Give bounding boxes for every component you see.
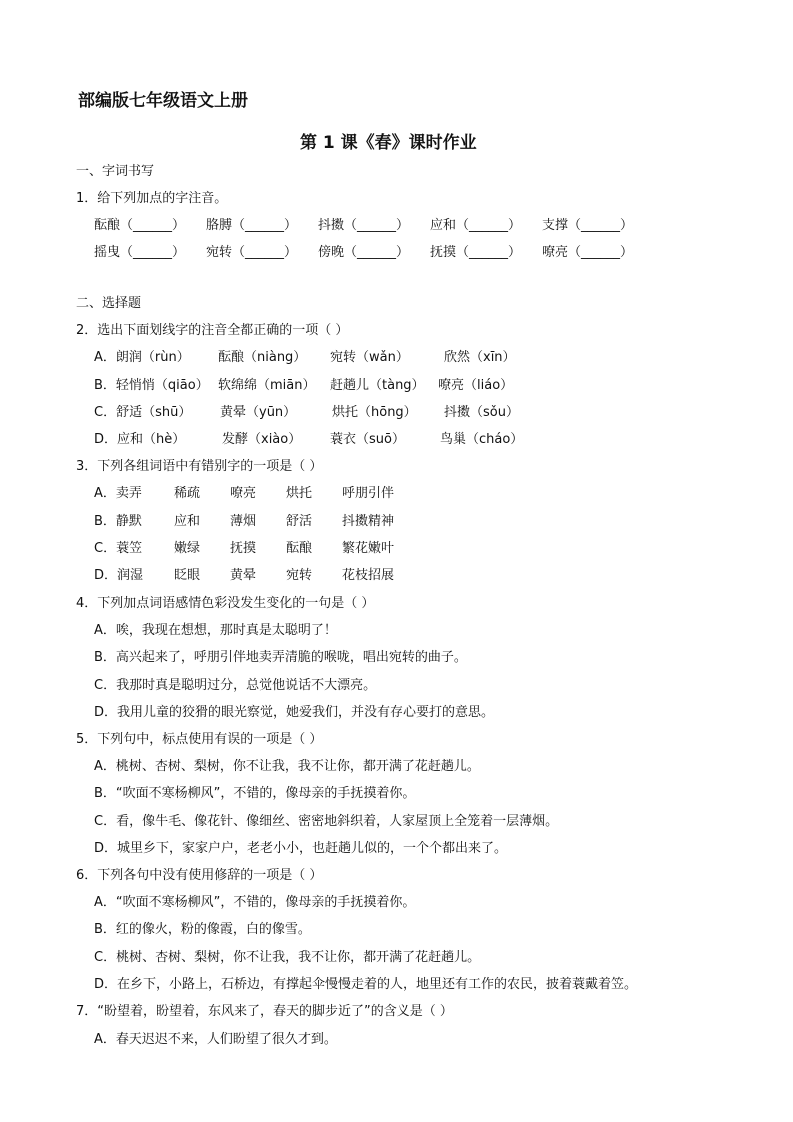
pinyin-blank[interactable]: 傍晚（______） bbox=[318, 245, 410, 260]
question-5-option-c[interactable]: C．看，像牛毛、像花针、像细丝、密密地斜织着，人家屋顶上全笼着一层薄烟。 bbox=[94, 814, 559, 829]
option-item: 舒活 bbox=[286, 514, 313, 529]
option-item: 宛转（wǎn） bbox=[330, 350, 409, 365]
option-item: 抖擞精神 bbox=[342, 514, 395, 529]
option-item: 繁花嫩叶 bbox=[342, 541, 395, 556]
pinyin-blank[interactable]: 宛转（______） bbox=[206, 245, 298, 260]
page-title: 第 1 课《春》课时作业 bbox=[300, 133, 477, 153]
option-item: 黄晕（yūn） bbox=[220, 405, 297, 420]
question-5-option-d[interactable]: D．城里乡下，家家户户，老老小小，也赶趟儿似的，一个个都出来了。 bbox=[94, 841, 508, 856]
option-item: 花枝招展 bbox=[342, 568, 395, 583]
question-3-stem: 3．下列各组词语中有错别字的一项是（ ） bbox=[76, 459, 323, 474]
option-item: 发酵（xiào） bbox=[222, 432, 302, 447]
option-item: C．蓑笠 bbox=[94, 541, 143, 556]
question-5-stem: 5．下列句中，标点使用有误的一项是（ ） bbox=[76, 732, 323, 747]
option-item: 薄烟 bbox=[230, 514, 257, 529]
question-6-stem: 6．下列各句中没有使用修辞的一项是（ ） bbox=[76, 868, 323, 883]
question-4-option-a[interactable]: A．唉，我现在想想，那时真是太聪明了！ bbox=[94, 623, 337, 638]
option-item: B．轻悄悄（qiāo） bbox=[94, 378, 209, 393]
option-item: 欣然（xīn） bbox=[444, 350, 516, 365]
option-item: 抚摸 bbox=[230, 541, 257, 556]
question-4-option-d[interactable]: D．我用儿童的狡猾的眼光察觉，她爱我们，并没有存心要打的意思。 bbox=[94, 705, 495, 720]
option-item: 酝酿 bbox=[286, 541, 313, 556]
option-item: 眨眼 bbox=[174, 568, 201, 583]
option-item: 稀疏 bbox=[174, 486, 201, 501]
pinyin-blank[interactable]: 应和（______） bbox=[430, 218, 522, 233]
option-item: D．润湿 bbox=[94, 568, 144, 583]
option-item: A．卖弄 bbox=[94, 486, 142, 501]
pinyin-blank[interactable]: 摇曳（______） bbox=[94, 245, 186, 260]
option-item: 蓑衣（suō） bbox=[330, 432, 405, 447]
question-6-option-d[interactable]: D．在乡下，小路上，石桥边，有撑起伞慢慢走着的人，地里还有工作的农民，披着蓑戴着笠。 bbox=[94, 977, 638, 992]
question-7-option-a[interactable]: A．春天迟迟不来，人们盼望了很久才到。 bbox=[94, 1032, 337, 1047]
option-item: 嘹亮（liáo） bbox=[438, 378, 514, 393]
option-item: 呼朋引伴 bbox=[342, 486, 395, 501]
question-4-stem: 4．下列加点词语感情色彩没发生变化的一句是（ ） bbox=[76, 596, 375, 611]
pinyin-blank[interactable]: 抖擞（______） bbox=[318, 218, 410, 233]
question-6-option-a[interactable]: A．“吹面不寒杨柳风”，不错的，像母亲的手抚摸着你。 bbox=[94, 895, 416, 910]
question-6-option-b[interactable]: B．红的像火，粉的像霞，白的像雪。 bbox=[94, 922, 311, 937]
question-2-stem: 2．选出下面划线字的注音全都正确的一项（ ） bbox=[76, 323, 349, 338]
section-heading-1: 一、字词书写 bbox=[76, 164, 155, 179]
option-item: 黄晕 bbox=[230, 568, 257, 583]
option-item: C．舒适（shū） bbox=[94, 405, 192, 420]
option-item: 烘托（hōng） bbox=[332, 405, 417, 420]
option-item: 嫩绿 bbox=[174, 541, 201, 556]
question-5-option-a[interactable]: A．桃树、杏树、梨树，你不让我，我不让你，都开满了花赶趟儿。 bbox=[94, 759, 480, 774]
pinyin-blank[interactable]: 胳膊（______） bbox=[206, 218, 298, 233]
question-1-stem: 1．给下列加点的字注音。 bbox=[76, 191, 228, 206]
option-item: 抖擞（sǒu） bbox=[444, 405, 519, 420]
book-title: 部编版七年级语文上册 bbox=[78, 91, 248, 111]
question-5-option-b[interactable]: B．“吹面不寒杨柳风”，不错的，像母亲的手抚摸着你。 bbox=[94, 786, 416, 801]
option-item: 应和 bbox=[174, 514, 201, 529]
option-item: 酝酿（niàng） bbox=[218, 350, 307, 365]
option-item: B．静默 bbox=[94, 514, 142, 529]
option-item: 软绵绵（miān） bbox=[218, 378, 316, 393]
question-4-option-c[interactable]: C．我那时真是聪明过分，总觉他说话不大漂亮。 bbox=[94, 678, 377, 693]
option-item: 嘹亮 bbox=[230, 486, 257, 501]
question-6-option-c[interactable]: C．桃树、杏树、梨树，你不让我，我不让你，都开满了花赶趟儿。 bbox=[94, 950, 481, 965]
pinyin-blank[interactable]: 抚摸（______） bbox=[430, 245, 522, 260]
option-item: 鸟巢（cháo） bbox=[440, 432, 524, 447]
pinyin-blank[interactable]: 酝酿（______） bbox=[94, 218, 186, 233]
option-item: D．应和（hè） bbox=[94, 432, 186, 447]
option-item: A．朗润（rùn） bbox=[94, 350, 190, 365]
section-heading-2: 二、选择题 bbox=[76, 296, 142, 311]
option-item: 烘托 bbox=[286, 486, 313, 501]
question-4-option-b[interactable]: B．高兴起来了，呼朋引伴地卖弄清脆的喉咙，唱出宛转的曲子。 bbox=[94, 650, 467, 665]
question-7-stem: 7．“盼望着，盼望着，东风来了，春天的脚步近了”的含义是（ ） bbox=[76, 1004, 453, 1019]
option-item: 宛转 bbox=[286, 568, 313, 583]
pinyin-blank[interactable]: 嘹亮（______） bbox=[542, 245, 634, 260]
option-item: 赶趟儿（tàng） bbox=[330, 378, 425, 393]
pinyin-blank[interactable]: 支撑（______） bbox=[542, 218, 634, 233]
